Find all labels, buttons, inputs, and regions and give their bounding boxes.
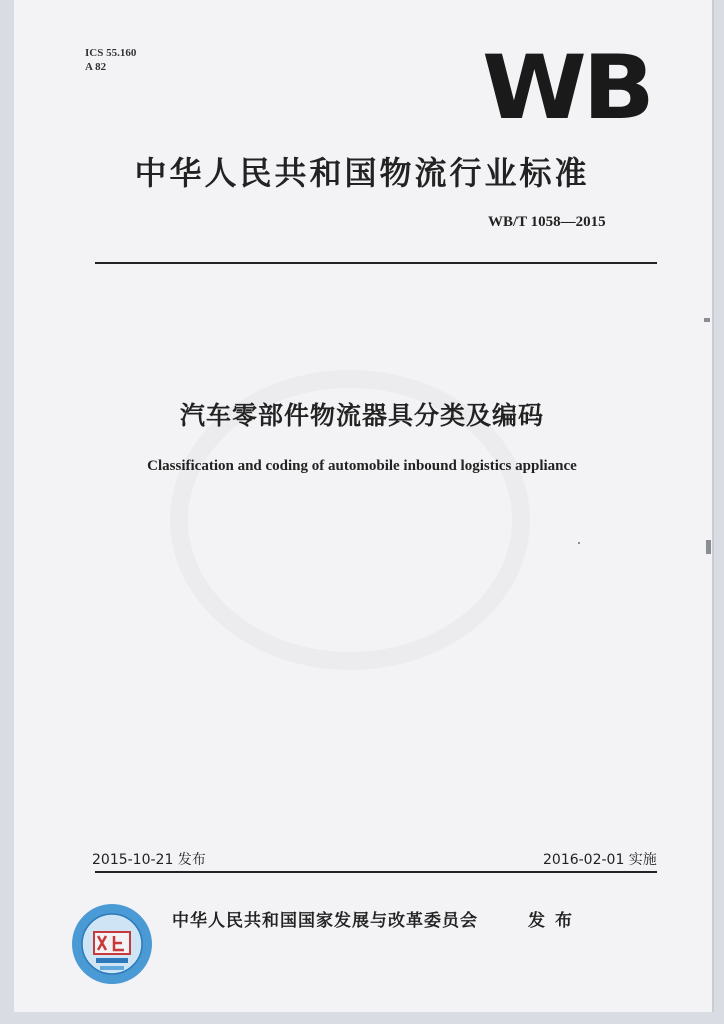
ccs-code: A 82 <box>85 61 107 73</box>
wb-logo: WB <box>482 36 651 139</box>
scan-speck <box>704 318 710 322</box>
issue-date: 2015-10-21 发布 <box>92 852 206 868</box>
implementation-date: 2016-02-01 实施 <box>543 852 657 868</box>
scan-speck <box>706 540 711 554</box>
standard-number: WB/T 1058—2015 <box>488 214 606 230</box>
standard-type-title: 中华人民共和国物流行业标准 <box>134 154 590 192</box>
document-title-english: Classification and coding of automobile inbound logistics appliance <box>147 458 577 474</box>
issuing-authority: 中华人民共和国国家发展与改革委员会 <box>172 911 478 931</box>
ics-code: ICS 55.160 <box>85 47 137 59</box>
publish-label: 发布 <box>528 911 582 931</box>
classification-codes <box>85 46 136 74</box>
footer-divider <box>95 871 657 873</box>
document-title-chinese: 汽车零部件物流器具分类及编码 <box>179 401 544 430</box>
scan-speck <box>578 542 580 544</box>
circular-seal-icon <box>70 902 154 990</box>
header-divider <box>95 262 657 264</box>
